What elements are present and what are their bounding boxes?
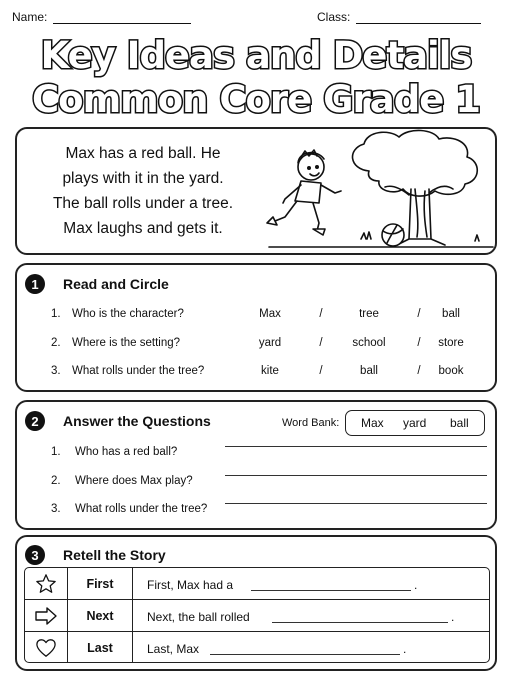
option-separator: /: [417, 337, 421, 349]
story-box: [15, 127, 497, 255]
retell-prompt: Next, the ball rolled: [147, 610, 250, 624]
name-field[interactable]: [12, 10, 191, 24]
answer-option[interactable]: yard: [258, 337, 282, 349]
answer-line[interactable]: [251, 590, 411, 591]
class-field[interactable]: [317, 10, 481, 24]
section-number: 1: [25, 274, 45, 294]
question-text: What rolls under the tree?: [75, 503, 208, 515]
question-number: 1.: [51, 308, 61, 320]
retell-period: .: [451, 610, 455, 624]
arrow-right-icon: [25, 600, 68, 631]
answer-option[interactable]: tree: [359, 308, 379, 320]
boy-chasing-ball-illustration: [249, 129, 497, 253]
retell-table: [24, 567, 490, 663]
question-text: Who is the character?: [72, 308, 184, 320]
answer-questions-section: [15, 400, 497, 530]
answer-option[interactable]: ball: [360, 365, 378, 377]
retell-label: First: [68, 568, 133, 599]
question-text: What rolls under the tree?: [72, 365, 205, 377]
retell-row-last: [25, 632, 489, 663]
retell-label: Last: [68, 632, 133, 663]
option-separator: /: [319, 337, 323, 349]
question-number: 2.: [51, 337, 61, 349]
section-title: Answer the Questions: [63, 413, 211, 429]
title-line-1: Key Ideas and Details: [40, 34, 472, 77]
word-bank: [345, 410, 485, 436]
answer-option[interactable]: book: [438, 365, 464, 377]
answer-line[interactable]: [210, 654, 400, 655]
retell-period: .: [403, 642, 407, 656]
question-number: 2.: [51, 475, 61, 487]
story-line: Max has a red ball. He: [65, 145, 221, 162]
star-icon: [25, 568, 68, 599]
class-line[interactable]: [356, 12, 481, 24]
section-title: Retell the Story: [63, 547, 166, 563]
question-row: [17, 305, 495, 325]
retell-label: Next: [68, 600, 133, 631]
name-label: Name:: [12, 10, 48, 24]
section-number: 2: [25, 411, 45, 431]
option-separator: /: [417, 308, 421, 320]
question-text: Who has a red ball?: [75, 446, 178, 458]
word-bank-word: yard: [403, 416, 427, 430]
answer-line[interactable]: [272, 622, 448, 623]
retell-prompt: Last, Max: [147, 642, 200, 656]
retell-row-first: [25, 568, 489, 600]
section-title: Read and Circle: [63, 276, 169, 292]
word-bank-word: Max: [361, 416, 384, 430]
question-text: Where is the setting?: [72, 337, 181, 349]
option-separator: /: [319, 308, 323, 320]
heart-icon: [25, 632, 68, 663]
answer-option[interactable]: store: [438, 337, 464, 349]
answer-line[interactable]: [225, 503, 487, 504]
question-row: [17, 472, 495, 492]
question-number: 1.: [51, 446, 61, 458]
story-line: The ball rolls under a tree.: [52, 195, 234, 212]
title-line-2: Common Core Grade 1: [32, 78, 480, 120]
option-separator: /: [319, 365, 323, 377]
answer-line[interactable]: [225, 446, 487, 447]
question-number: 3.: [51, 365, 61, 377]
retell-story-section: [15, 535, 497, 671]
section-header: [25, 545, 166, 565]
retell-row-next: [25, 600, 489, 632]
read-and-circle-section: [15, 263, 497, 392]
story-text: [27, 141, 259, 241]
option-separator: /: [417, 365, 421, 377]
name-line[interactable]: [53, 12, 191, 24]
section-header: [25, 411, 211, 431]
answer-option[interactable]: Max: [259, 308, 281, 320]
answer-option[interactable]: ball: [442, 308, 460, 320]
tree-icon: [353, 130, 478, 196]
question-row: [17, 443, 495, 463]
answer-option[interactable]: school: [352, 337, 386, 349]
question-row: [17, 334, 495, 354]
question-text: Where does Max play?: [75, 475, 193, 487]
story-line: Max laughs and gets it.: [63, 220, 223, 237]
question-row: [17, 362, 495, 382]
story-line: plays with it in the yard.: [62, 170, 224, 187]
word-bank-word: ball: [450, 416, 469, 430]
question-row: [17, 500, 495, 520]
word-bank-label: Word Bank:: [282, 417, 340, 429]
answer-line[interactable]: [225, 475, 487, 476]
worksheet-title: [0, 28, 512, 120]
section-header: [25, 274, 169, 294]
answer-option[interactable]: kite: [261, 365, 279, 377]
class-label: Class:: [317, 10, 351, 24]
ball-icon: [382, 224, 404, 246]
retell-period: .: [414, 578, 418, 592]
retell-prompt: First, Max had a: [147, 578, 234, 592]
section-number: 3: [25, 545, 45, 565]
question-number: 3.: [51, 503, 61, 515]
